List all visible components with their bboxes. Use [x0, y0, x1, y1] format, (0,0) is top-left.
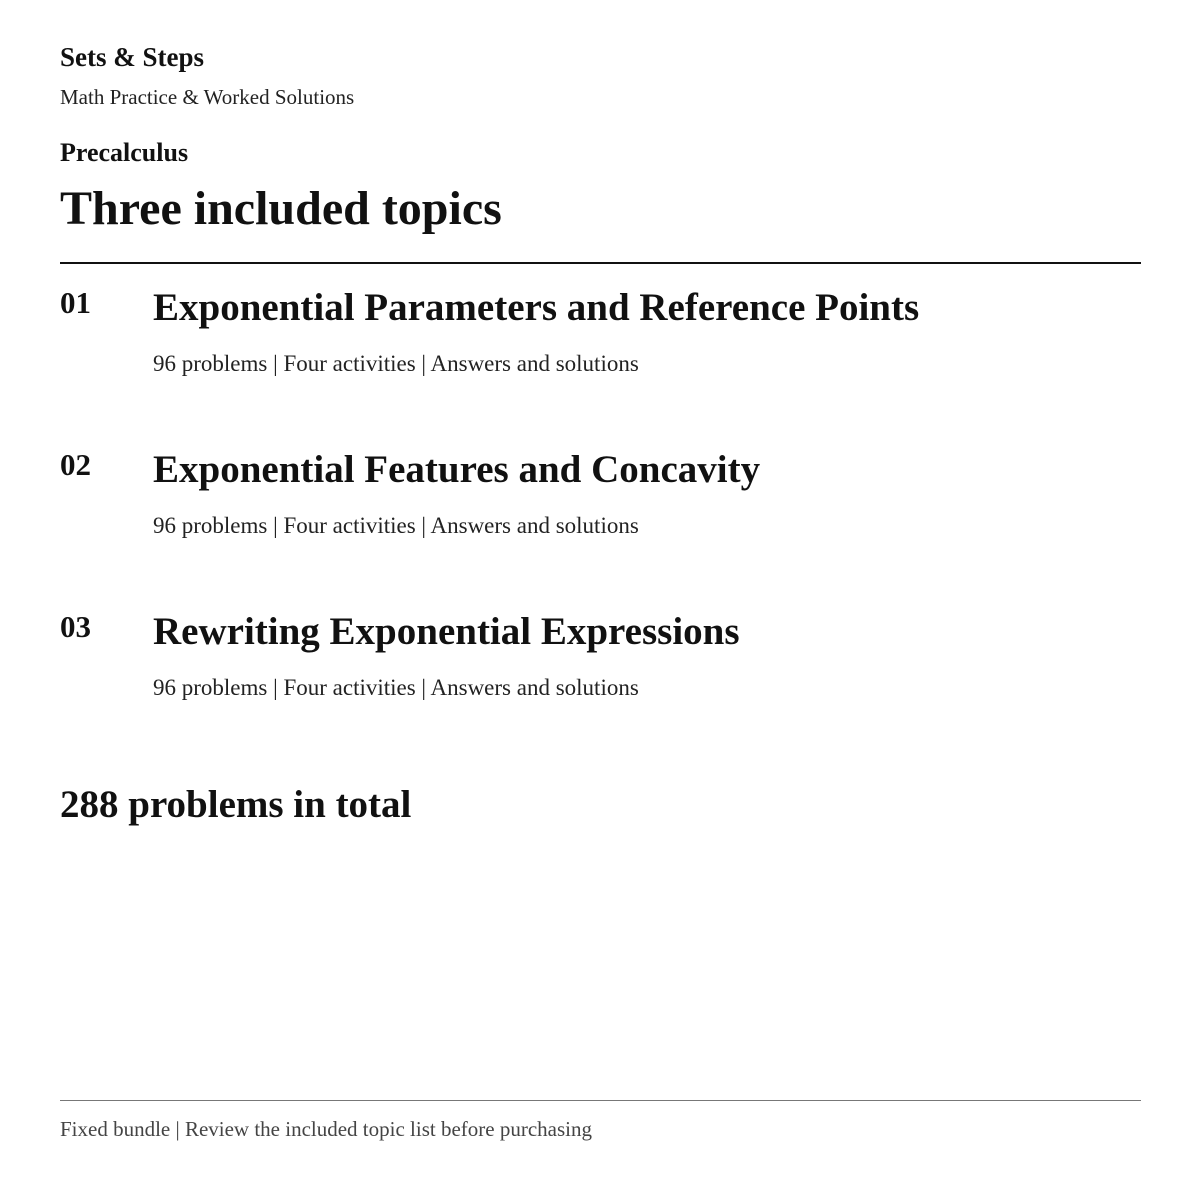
title-divider [60, 262, 1141, 264]
footer-divider [60, 1100, 1141, 1101]
topic-number: 03 [60, 609, 91, 644]
topic-details: 96 problems | Four activities | Answers and solutions [153, 675, 639, 700]
topic-item-2 [60, 446, 1141, 586]
topic-title: Rewriting Exponential Expressions [153, 610, 740, 653]
footer-note: Fixed bundle | Review the included topic list before purchasing [60, 1117, 592, 1141]
topic-details: 96 problems | Four activities | Answers and solutions [153, 513, 639, 538]
brand-name: Sets & Steps [60, 42, 205, 72]
topic-item-1 [60, 284, 1141, 424]
course-label: Precalculus [60, 138, 189, 167]
bundle-page [60, 0, 1141, 1200]
topic-number: 02 [60, 447, 91, 482]
page-title: Three included topics [60, 182, 502, 235]
topic-title: Exponential Features and Concavity [153, 448, 761, 491]
brand-tagline: Math Practice & Worked Solutions [60, 85, 355, 109]
topic-details: 96 problems | Four activities | Answers and solutions [153, 351, 639, 376]
topic-number: 01 [60, 285, 91, 320]
topic-item-3 [60, 608, 1141, 748]
total-problems: 288 problems in total [60, 783, 412, 826]
topic-title: Exponential Parameters and Reference Points [153, 286, 920, 329]
